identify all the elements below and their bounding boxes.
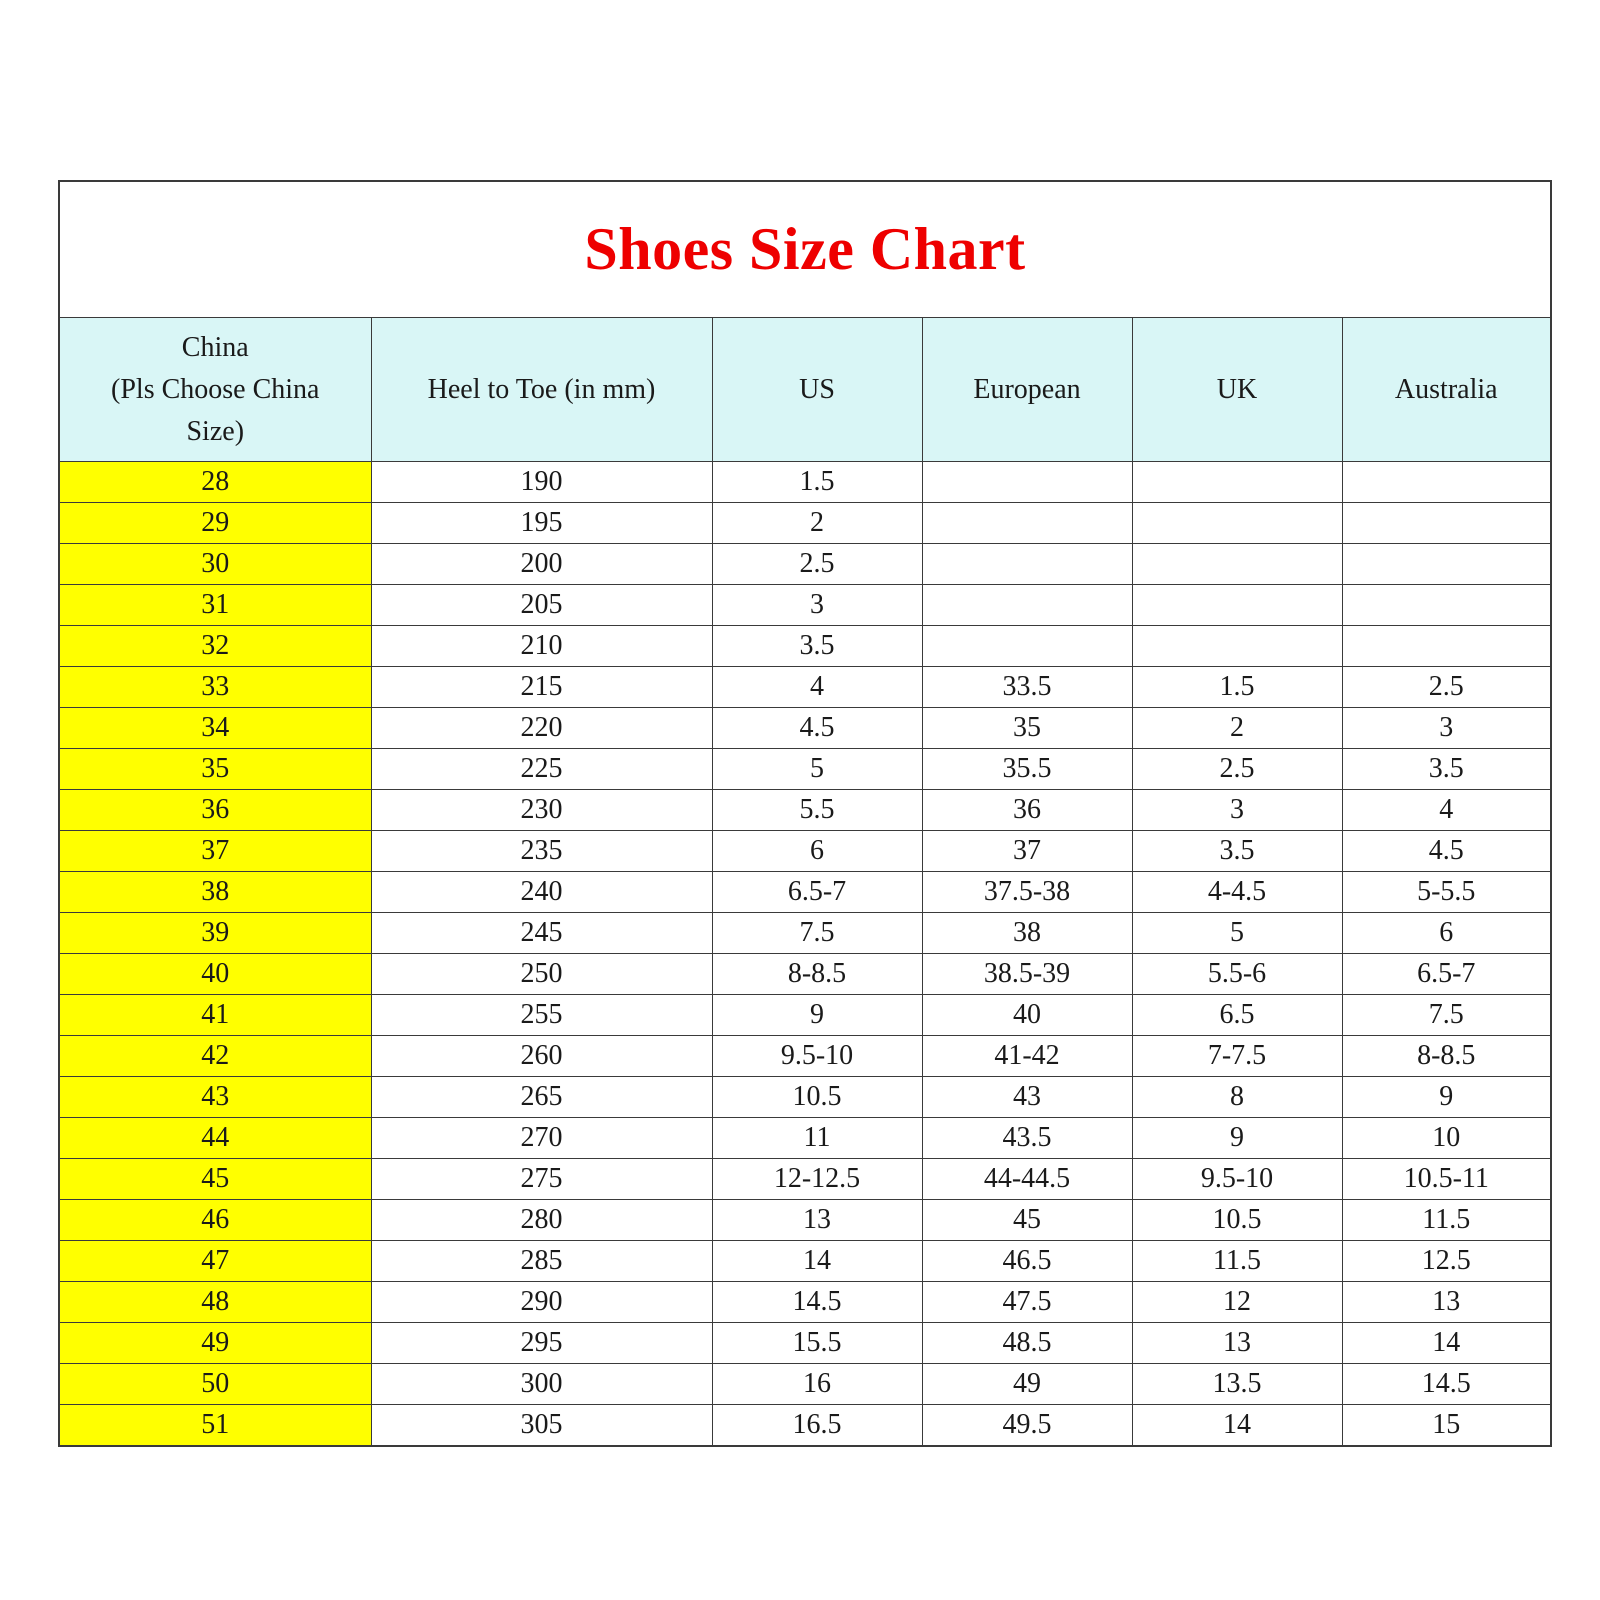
cell-china: 45 <box>59 1159 371 1200</box>
table-row <box>59 913 1551 954</box>
cell-china: 37 <box>59 831 371 872</box>
cell-european: 37 <box>922 831 1132 872</box>
table-row <box>59 1405 1551 1447</box>
cell-uk <box>1132 626 1342 667</box>
cell-european: 38 <box>922 913 1132 954</box>
cell-us: 10.5 <box>712 1077 922 1118</box>
table-row <box>59 626 1551 667</box>
cell-uk: 14 <box>1132 1405 1342 1447</box>
column-header-label: European <box>973 373 1081 405</box>
cell-australia: 11.5 <box>1342 1200 1551 1241</box>
cell-us: 7.5 <box>712 913 922 954</box>
cell-heel-to-toe: 300 <box>371 1364 712 1405</box>
cell-heel-to-toe: 200 <box>371 544 712 585</box>
cell-china: 35 <box>59 749 371 790</box>
table-row <box>59 790 1551 831</box>
cell-uk: 6.5 <box>1132 995 1342 1036</box>
column-header-australia <box>1342 318 1551 462</box>
cell-uk: 5.5-6 <box>1132 954 1342 995</box>
cell-heel-to-toe: 265 <box>371 1077 712 1118</box>
cell-heel-to-toe: 280 <box>371 1200 712 1241</box>
column-header-label: Australia <box>1394 373 1498 405</box>
cell-uk: 9 <box>1132 1118 1342 1159</box>
cell-australia: 13 <box>1342 1282 1551 1323</box>
cell-us: 4.5 <box>712 708 922 749</box>
cell-us: 9.5-10 <box>712 1036 922 1077</box>
table-row <box>59 1323 1551 1364</box>
cell-australia <box>1342 462 1551 503</box>
table-row <box>59 1200 1551 1241</box>
cell-european: 38.5-39 <box>922 954 1132 995</box>
cell-european: 49 <box>922 1364 1132 1405</box>
cell-us: 14 <box>712 1241 922 1282</box>
cell-us: 16.5 <box>712 1405 922 1447</box>
column-header-uk <box>1132 318 1342 462</box>
cell-european <box>922 503 1132 544</box>
cell-australia: 6 <box>1342 913 1551 954</box>
cell-european: 46.5 <box>922 1241 1132 1282</box>
table-row <box>59 667 1551 708</box>
column-header-china <box>59 318 371 462</box>
cell-china: 39 <box>59 913 371 954</box>
cell-us: 13 <box>712 1200 922 1241</box>
cell-heel-to-toe: 225 <box>371 749 712 790</box>
cell-china: 29 <box>59 503 371 544</box>
table-row <box>59 1241 1551 1282</box>
shoe-size-table <box>58 180 1552 1447</box>
table-row <box>59 1077 1551 1118</box>
column-header-label: Heel to Toe (in mm) <box>427 373 656 405</box>
cell-heel-to-toe: 305 <box>371 1405 712 1447</box>
cell-us: 6.5-7 <box>712 872 922 913</box>
cell-australia: 3.5 <box>1342 749 1551 790</box>
cell-us: 5 <box>712 749 922 790</box>
cell-us: 12-12.5 <box>712 1159 922 1200</box>
cell-us: 2.5 <box>712 544 922 585</box>
cell-us: 14.5 <box>712 1282 922 1323</box>
cell-european: 41-42 <box>922 1036 1132 1077</box>
cell-china: 36 <box>59 790 371 831</box>
cell-australia: 14 <box>1342 1323 1551 1364</box>
cell-australia: 10 <box>1342 1118 1551 1159</box>
cell-uk: 13 <box>1132 1323 1342 1364</box>
cell-heel-to-toe: 230 <box>371 790 712 831</box>
cell-china: 43 <box>59 1077 371 1118</box>
cell-australia: 4.5 <box>1342 831 1551 872</box>
cell-china: 47 <box>59 1241 371 1282</box>
cell-european: 43.5 <box>922 1118 1132 1159</box>
cell-uk: 13.5 <box>1132 1364 1342 1405</box>
cell-china: 42 <box>59 1036 371 1077</box>
table-row <box>59 462 1551 503</box>
cell-uk: 12 <box>1132 1282 1342 1323</box>
cell-heel-to-toe: 245 <box>371 913 712 954</box>
cell-heel-to-toe: 290 <box>371 1282 712 1323</box>
cell-us: 2 <box>712 503 922 544</box>
cell-australia: 6.5-7 <box>1342 954 1551 995</box>
table-row <box>59 585 1551 626</box>
cell-european: 44-44.5 <box>922 1159 1132 1200</box>
header-row <box>59 318 1551 462</box>
cell-heel-to-toe: 210 <box>371 626 712 667</box>
cell-uk: 8 <box>1132 1077 1342 1118</box>
cell-china: 44 <box>59 1118 371 1159</box>
cell-heel-to-toe: 190 <box>371 462 712 503</box>
cell-heel-to-toe: 205 <box>371 585 712 626</box>
column-header-us <box>712 318 922 462</box>
cell-european: 49.5 <box>922 1405 1132 1447</box>
cell-us: 16 <box>712 1364 922 1405</box>
cell-heel-to-toe: 255 <box>371 995 712 1036</box>
table-row <box>59 995 1551 1036</box>
cell-uk: 3.5 <box>1132 831 1342 872</box>
cell-us: 9 <box>712 995 922 1036</box>
table-row <box>59 872 1551 913</box>
cell-china: 32 <box>59 626 371 667</box>
column-header-european <box>922 318 1132 462</box>
cell-heel-to-toe: 260 <box>371 1036 712 1077</box>
page-title: Shoes Size Chart <box>584 216 1026 282</box>
cell-australia: 9 <box>1342 1077 1551 1118</box>
cell-uk <box>1132 544 1342 585</box>
cell-uk: 4-4.5 <box>1132 872 1342 913</box>
cell-us: 15.5 <box>712 1323 922 1364</box>
cell-us: 8-8.5 <box>712 954 922 995</box>
cell-china: 31 <box>59 585 371 626</box>
cell-european <box>922 544 1132 585</box>
column-header-label: US <box>799 373 835 405</box>
cell-heel-to-toe: 215 <box>371 667 712 708</box>
table-row <box>59 749 1551 790</box>
table-row <box>59 1036 1551 1077</box>
cell-heel-to-toe: 275 <box>371 1159 712 1200</box>
column-header-label: UK <box>1216 373 1258 405</box>
table-row <box>59 544 1551 585</box>
cell-heel-to-toe: 250 <box>371 954 712 995</box>
cell-european: 37.5-38 <box>922 872 1132 913</box>
cell-uk: 3 <box>1132 790 1342 831</box>
cell-uk <box>1132 585 1342 626</box>
cell-china: 41 <box>59 995 371 1036</box>
column-header-heel-to-toe <box>371 318 712 462</box>
cell-china: 51 <box>59 1405 371 1447</box>
cell-australia <box>1342 585 1551 626</box>
cell-heel-to-toe: 240 <box>371 872 712 913</box>
cell-uk: 5 <box>1132 913 1342 954</box>
cell-european: 43 <box>922 1077 1132 1118</box>
cell-uk: 1.5 <box>1132 667 1342 708</box>
cell-australia <box>1342 503 1551 544</box>
cell-australia: 15 <box>1342 1405 1551 1447</box>
table-row <box>59 1282 1551 1323</box>
table-body <box>59 462 1551 1447</box>
cell-china: 50 <box>59 1364 371 1405</box>
table-row <box>59 1118 1551 1159</box>
cell-european: 40 <box>922 995 1132 1036</box>
table-row <box>59 708 1551 749</box>
cell-australia <box>1342 544 1551 585</box>
cell-uk <box>1132 503 1342 544</box>
cell-australia: 14.5 <box>1342 1364 1551 1405</box>
cell-uk: 9.5-10 <box>1132 1159 1342 1200</box>
cell-australia <box>1342 626 1551 667</box>
cell-european: 45 <box>922 1200 1132 1241</box>
cell-us: 5.5 <box>712 790 922 831</box>
cell-china: 46 <box>59 1200 371 1241</box>
cell-heel-to-toe: 235 <box>371 831 712 872</box>
cell-heel-to-toe: 285 <box>371 1241 712 1282</box>
cell-us: 11 <box>712 1118 922 1159</box>
cell-australia: 2.5 <box>1342 667 1551 708</box>
table-row <box>59 1364 1551 1405</box>
cell-uk: 7-7.5 <box>1132 1036 1342 1077</box>
cell-heel-to-toe: 270 <box>371 1118 712 1159</box>
cell-uk: 11.5 <box>1132 1241 1342 1282</box>
cell-european: 48.5 <box>922 1323 1132 1364</box>
cell-heel-to-toe: 195 <box>371 503 712 544</box>
cell-european: 33.5 <box>922 667 1132 708</box>
cell-european <box>922 626 1132 667</box>
cell-china: 49 <box>59 1323 371 1364</box>
cell-european <box>922 462 1132 503</box>
cell-us: 1.5 <box>712 462 922 503</box>
cell-uk <box>1132 462 1342 503</box>
cell-china: 28 <box>59 462 371 503</box>
title-cell <box>59 181 1551 318</box>
cell-us: 3 <box>712 585 922 626</box>
cell-australia: 5-5.5 <box>1342 872 1551 913</box>
cell-australia: 8-8.5 <box>1342 1036 1551 1077</box>
cell-china: 40 <box>59 954 371 995</box>
cell-european: 35 <box>922 708 1132 749</box>
cell-uk: 2.5 <box>1132 749 1342 790</box>
cell-australia: 3 <box>1342 708 1551 749</box>
cell-european: 36 <box>922 790 1132 831</box>
cell-china: 38 <box>59 872 371 913</box>
cell-china: 33 <box>59 667 371 708</box>
cell-china: 34 <box>59 708 371 749</box>
table-row <box>59 954 1551 995</box>
cell-european: 47.5 <box>922 1282 1132 1323</box>
column-header-label: China (Pls Choose China Size) <box>111 331 320 447</box>
cell-china: 30 <box>59 544 371 585</box>
cell-uk: 10.5 <box>1132 1200 1342 1241</box>
cell-australia: 12.5 <box>1342 1241 1551 1282</box>
cell-us: 6 <box>712 831 922 872</box>
cell-european <box>922 585 1132 626</box>
table-row <box>59 503 1551 544</box>
cell-us: 4 <box>712 667 922 708</box>
cell-heel-to-toe: 295 <box>371 1323 712 1364</box>
cell-china: 48 <box>59 1282 371 1323</box>
cell-european: 35.5 <box>922 749 1132 790</box>
table-row <box>59 831 1551 872</box>
cell-heel-to-toe: 220 <box>371 708 712 749</box>
cell-australia: 4 <box>1342 790 1551 831</box>
table-row <box>59 1159 1551 1200</box>
cell-australia: 10.5-11 <box>1342 1159 1551 1200</box>
cell-us: 3.5 <box>712 626 922 667</box>
cell-uk: 2 <box>1132 708 1342 749</box>
cell-australia: 7.5 <box>1342 995 1551 1036</box>
